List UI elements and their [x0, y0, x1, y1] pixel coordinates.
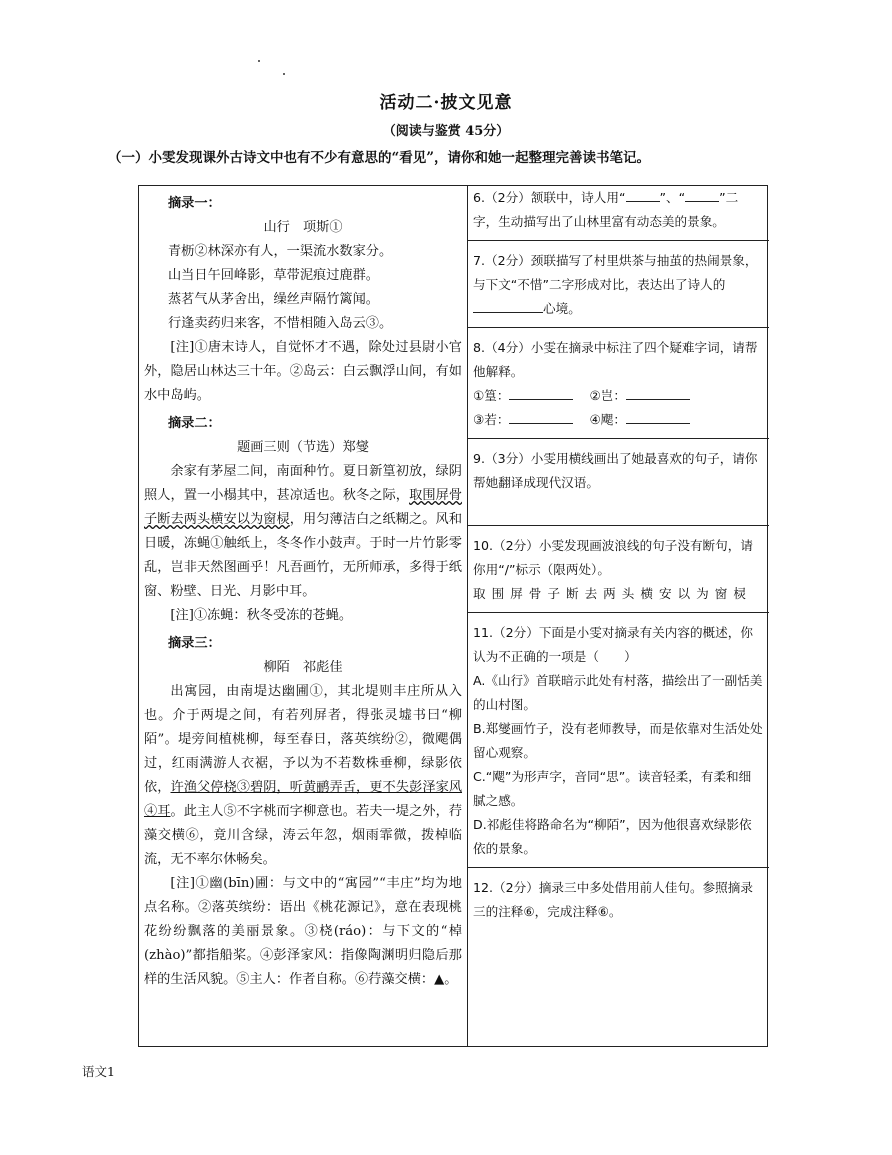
question-12: 12.（2分）摘录三中多处借用前人佳句。参照摘录三的注释⑥，完成注释⑥。 — [473, 880, 753, 919]
excerpt2-text-b: ，用匀薄洁白之纸糊之。风和日暖，冻蝇①触纸上，冬冬作小鼓声。于时一片竹影零乱，岂非天然图画乎！凡吾画竹，无所师承，多得于纸窗、粉壁、日光、月影中耳。 — [144, 512, 463, 599]
prose-title: 柳陌 祁彪佳 — [263, 660, 343, 675]
question-8: 8.（4分）小雯在摘录中标注了四个疑难字词，请帮他解释。 — [473, 340, 758, 379]
scan-speck — [283, 73, 285, 75]
q11-option: D.祁彪佳将路命名为“柳陌”，因为他很喜欢绿影依依的景象。 — [473, 817, 752, 856]
poem-line: 山当日午回峰影，草带泥痕过鹿群。 — [168, 268, 379, 283]
q6-text: ”、“ — [659, 190, 686, 205]
excerpt2-note: [注]①冻蝇：秋冬受冻的苍蝇。 — [170, 608, 353, 623]
section-subtitle: （阅读与鉴赏 45分） — [382, 124, 510, 139]
answer-blank[interactable] — [473, 298, 543, 313]
answer-blank[interactable] — [509, 409, 573, 424]
answer-blank[interactable] — [509, 385, 573, 400]
excerpt3-note: [注]①幽(bīn)圃：与文中的“寓园”“丰庄”均为地点名称。②落英缤纷：语出《桃花源记》，意在表现桃花纷纷飘落的美丽景象。③桡(ráo)：与下文的“棹(zhào)”都指船桨。④彭泽家风：指像陶渊明归隐后那样的生活风貌。⑤主人：作者自称。⑥荇藻交横：▲。 — [144, 876, 462, 987]
q8-item: ③若： — [473, 412, 510, 427]
row-divider — [467, 612, 769, 613]
row-divider — [467, 327, 769, 328]
row-divider — [467, 867, 769, 868]
questions-column — [473, 186, 763, 924]
scan-speck — [258, 60, 260, 62]
row-divider — [467, 525, 769, 526]
row-divider — [467, 240, 769, 241]
poem-line: 青枥②林深亦有人，一渠流水数家分。 — [168, 244, 393, 259]
excerpt3-text-a: 出寓园，由南堤达幽圃①，其北堤则丰庄所从入也。介于两堤之间，有若列屏者，得张灵墟书曰“柳陌”。堤旁间植桃柳，每至春日，落英缤纷②，微飔偶过，红雨满游人衣裾，予以为不若数株垂柳，绿影依依， — [144, 684, 462, 795]
section-intro: （一）小雯发现课外古诗文中也有不少有意思的“看见”，请你和她一起整理完善读书笔记。 — [108, 150, 651, 166]
q8-answers-row — [473, 384, 763, 408]
excerpts-column — [144, 192, 462, 992]
wavy-underlined-sentence: 取围屏骨子断去两头横安以为窗棂 — [144, 488, 463, 527]
q11-option: C.“飔”为形声字，音同“思”。读音轻柔，有柔和细腻之感。 — [473, 769, 752, 808]
q8-item: ②岂： — [589, 388, 626, 403]
q11-option: A.《山行》首联暗示此处有村落，描绘出了一副恬美的山村图。 — [473, 673, 763, 712]
excerpt3-heading: 摘录三： — [168, 636, 221, 651]
q10-sentence: 取围屏骨子断去两头横安以为窗棂 — [473, 586, 752, 601]
q11-option: B.郑燮画竹子，没有老师教导，而是依靠对生活处处留心观察。 — [473, 721, 763, 760]
poem-title: 山行 项斯① — [263, 220, 343, 235]
q8-item: ④飔： — [589, 412, 626, 427]
q6-text: ”二字，生动描写出了山林里富有动态美的景象。 — [473, 190, 739, 229]
column-divider — [467, 185, 468, 1047]
question-9: 9.（3分）小雯用横线画出了她最喜欢的句子，请你帮她翻译成现代汉语。 — [473, 451, 758, 490]
q8-answers-row — [473, 408, 763, 432]
poem-line: 蒸茗气从茅舍出，缲丝声隔竹篱闻。 — [168, 292, 379, 307]
q7-text: 心境。 — [543, 301, 581, 316]
excerpt2-text — [144, 460, 462, 604]
question-11: 11.（2分）下面是小雯对摘录有关内容的概述，你认为不正确的一项是（ ） — [473, 625, 753, 664]
answer-blank[interactable] — [626, 385, 690, 400]
page-footer: 语文1 — [82, 1064, 115, 1079]
row-divider — [467, 438, 769, 439]
excerpt2-heading: 摘录二： — [168, 416, 221, 431]
excerpt3-text — [144, 680, 462, 872]
answer-blank[interactable] — [685, 187, 719, 202]
excerpt1-heading: 摘录一： — [168, 196, 221, 211]
prose-title: 题画三则（节选）郑燮 — [237, 440, 369, 455]
q7-text: 7.（2分）颈联描写了村里烘茶与抽茧的热闹景象，与下文“不惜”二字形成对比，表达出了诗人的 — [473, 253, 758, 292]
q8-item: ①篁： — [473, 388, 510, 403]
excerpt3-text-b: 。此主人⑤不字桃而字柳意也。若夫一堤之外，荇藻交横⑥，竟川含绿，涛云年忽，烟雨霏微，拨棹临流，无不率尔休畅矣。 — [144, 804, 463, 867]
underlined-sentence: 许渔父停桡③碧阴，听黄鹂弄舌，更不失彭泽家风④耳 — [144, 780, 463, 819]
q6-text: 6.（2分）颔联中，诗人用“ — [473, 190, 626, 205]
poem-line: 行逢卖药归来客，不惜相随入岛云③。 — [168, 316, 393, 331]
excerpt2-text-a: 余家有茅屋二间，南面种竹。夏日新篁初放，绿阴照人，置一小榻其中，甚凉适也。秋冬之际， — [144, 464, 462, 503]
page-title: 活动二·披文见意 — [379, 93, 513, 113]
question-10: 10.（2分）小雯发现画波浪线的句子没有断句，请你用“/”标示（限两处）。 — [473, 538, 753, 577]
excerpt1-note: [注]①唐末诗人，自觉怀才不遇，除处过县尉小官外，隐居山林达三十年。②岛云：白云飘浮山间，有如水中岛屿。 — [144, 340, 462, 403]
question-7 — [473, 249, 763, 321]
answer-blank[interactable] — [626, 409, 690, 424]
question-6 — [473, 186, 763, 234]
answer-blank[interactable] — [626, 187, 660, 202]
